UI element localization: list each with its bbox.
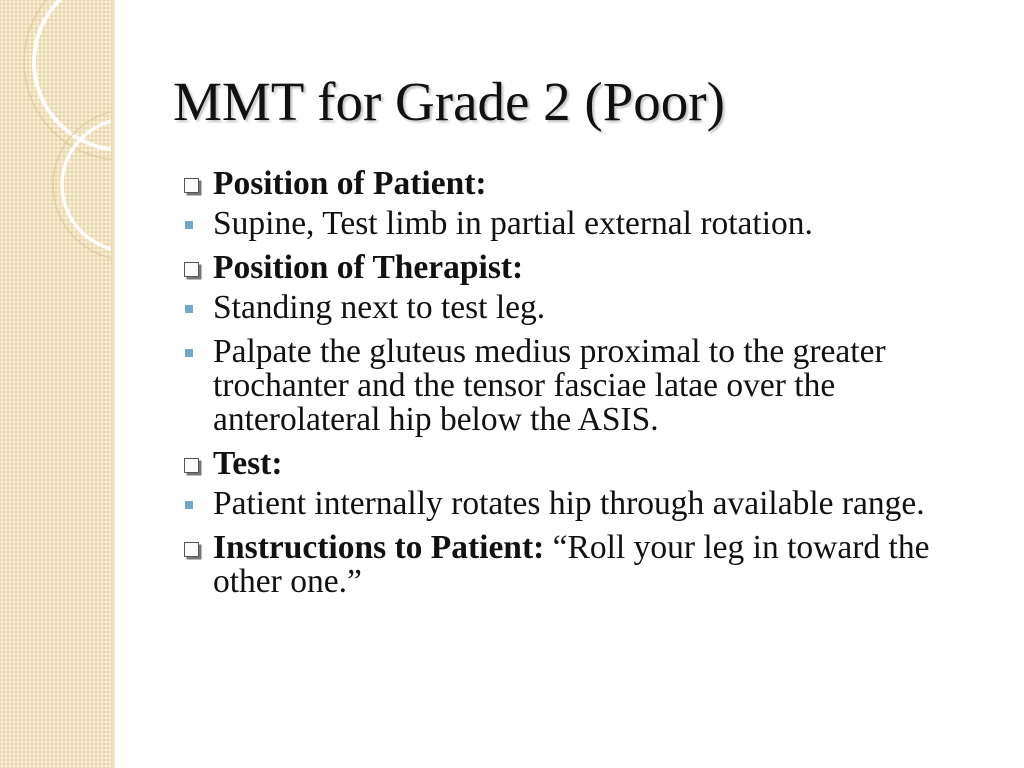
heading-label: Position of Patient: [213, 165, 487, 202]
checkbox-square-icon [184, 262, 199, 277]
decorative-side-band [0, 0, 112, 768]
heading-label: Position of Therapist: [213, 249, 524, 286]
heading-label: Instructions to Patient: [213, 529, 545, 566]
heading-position-of-patient [180, 167, 1000, 201]
checkbox-square-icon [184, 178, 199, 193]
small-square-bullet-icon [185, 349, 193, 357]
bullet-text: Palpate the gluteus medius proximal to the greater trochanter and the tensor fasciae latae over the anterolateral hip below the ASIS. [213, 333, 886, 438]
heading-instructions-to-patient [180, 531, 1000, 599]
instructions-text: “Roll your leg in toward the other one.” [213, 529, 930, 600]
bullet-patient-rotates [180, 487, 1000, 521]
slide-content [180, 167, 1000, 609]
checkbox-square-icon [184, 458, 199, 473]
decorative-circles-icon [0, 0, 112, 330]
small-square-bullet-icon [185, 221, 193, 229]
bullet-text: Patient internally rotates hip through available range. [213, 485, 925, 522]
bullet-text: Standing next to test leg. [213, 289, 546, 326]
small-square-bullet-icon [185, 501, 193, 509]
bullet-standing [180, 291, 1000, 325]
side-band-edge [111, 0, 115, 768]
small-square-bullet-icon [185, 305, 193, 313]
heading-label: Test: [213, 445, 283, 482]
checkbox-square-icon [184, 542, 199, 557]
bullet-palpate [180, 335, 1000, 437]
slide-title: MMT for Grade 2 (Poor) [173, 71, 725, 132]
heading-test [180, 447, 1000, 481]
bullet-supine [180, 207, 1000, 241]
bullet-text: Supine, Test limb in partial external rotation. [213, 205, 813, 242]
heading-position-of-therapist [180, 251, 1000, 285]
